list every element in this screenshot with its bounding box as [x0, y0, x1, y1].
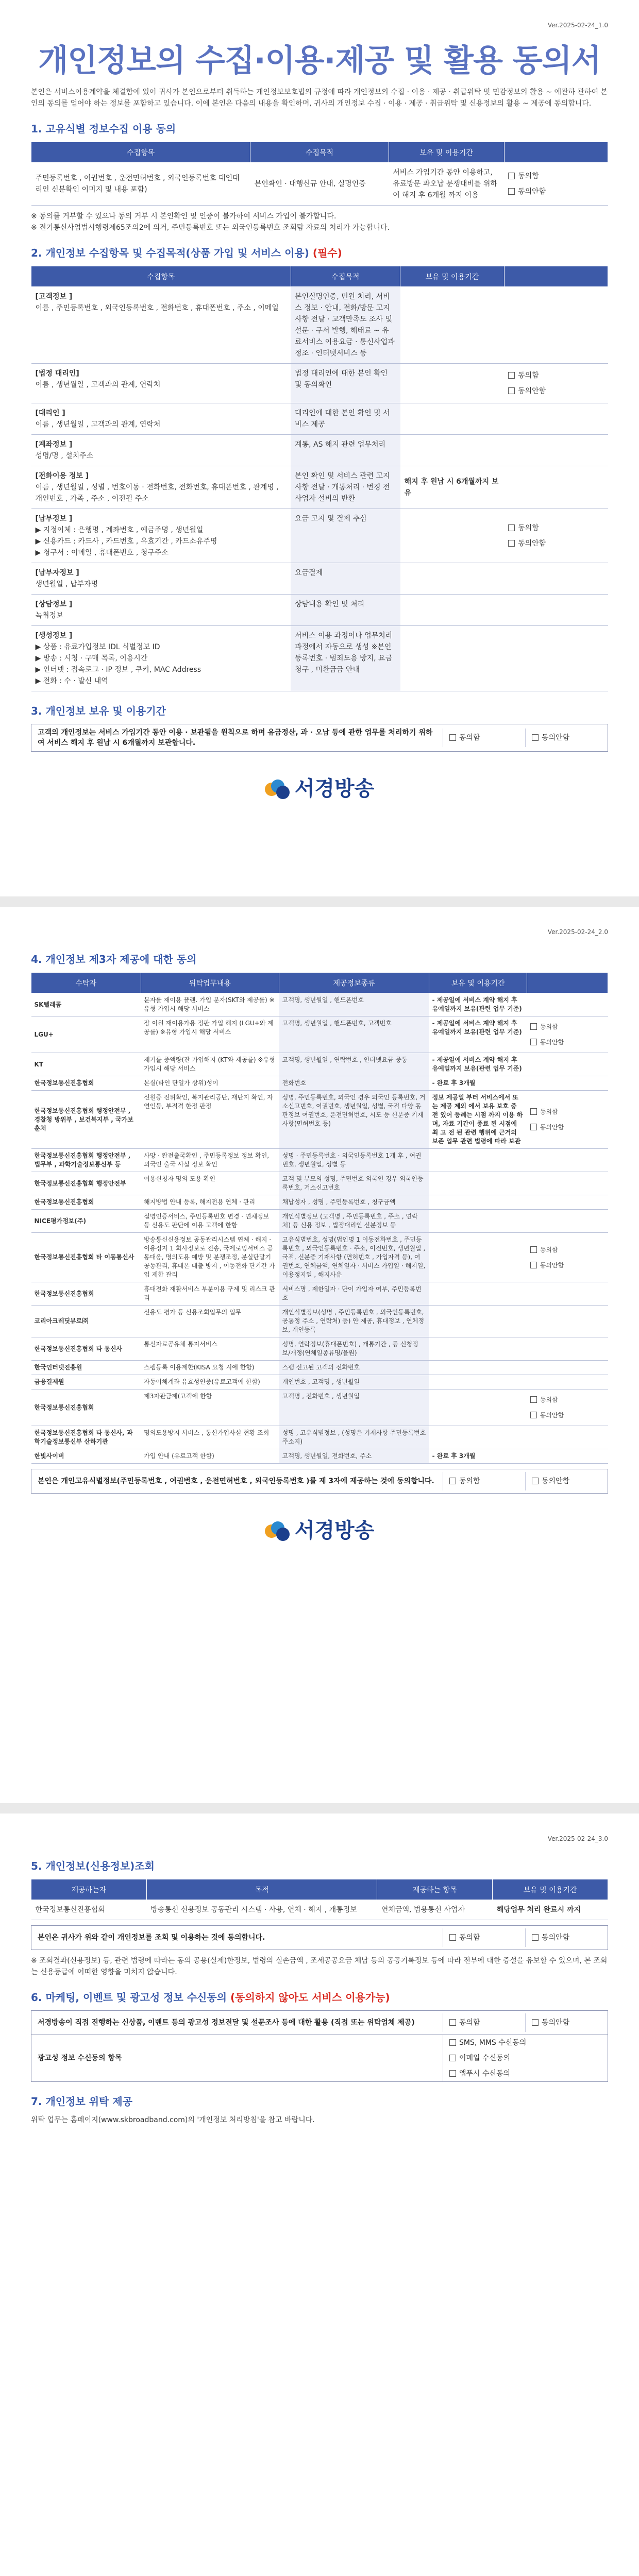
- push-consent-checkbox[interactable]: 앱푸시 수신동의: [449, 2066, 608, 2081]
- table-row: [법정 대리인] 이름 , 생년월일 , 고객과의 관계, 연락처 법정 대리인에 대한 본인 확인 및 동의확인 동의함 동의안함: [31, 364, 608, 403]
- col-header: 보유 및 이용기간: [389, 142, 504, 163]
- required-badge: (필수): [312, 247, 342, 259]
- s2-disagree-checkbox[interactable]: 동의안함: [508, 383, 603, 399]
- page-3: [0, 1814, 639, 2576]
- checkbox-icon: [530, 1396, 537, 1403]
- table-row: [납부자정보 ] 생년월일 , 납부자명 요금결제: [31, 563, 608, 595]
- checkbox-icon: [532, 1478, 539, 1484]
- section-1-title: 1. 고유식별 정보수집 이용 동의: [31, 123, 176, 135]
- s3-agree-checkbox[interactable]: 동의함: [443, 728, 525, 747]
- s6-q2-text: 광고성 정보 수신동의 항목: [38, 2054, 122, 2062]
- s4-disagree-checkbox[interactable]: 동의안함: [530, 1120, 605, 1135]
- section-1-notes: [31, 211, 608, 233]
- s4-agree-checkbox[interactable]: 동의함: [530, 1104, 605, 1120]
- checkbox-icon: [449, 2039, 456, 2046]
- table-row: LGU+ 장 이원 재이용가용 정판 가입 해지 (LGU+와 제공를) ※유형 가입시 해당 서비스 고객명, 생년월일 , 핸드폰번호, 고객번호 - 제공일에 서비스 계약 해지 후 유예일까지 보유(관련 업무 기준) 동의함 동의안함: [31, 1016, 608, 1053]
- col-header: 보유 및 이용기간: [400, 266, 504, 287]
- table-row: [상담정보 ] 녹취정보 상담내용 확인 및 처리: [31, 595, 608, 626]
- table-row: NICE평가정보(주) 실명인증서비스, 주민등록번호 변경 · 연체정보 등 신용도 판단에 이용 고객에 한함 개인식별정보 (고객명 , 주민등록번호 , 주소 , 연락처) 등 신용 정보 , 법정대리인 신분정보 등: [31, 1210, 608, 1233]
- table-row: 한국정보통신진흥협회 행정안전부 , 법무부 , 과학기술정보통신부 등 사망 · 완전출국확인 , 주민등록정보 정보 확인, 외국인 출국 사실 정보 확인 성명 · 주민등록번호 · 외국인등록번호 1개 후 , 여권번호, 생년월일, 성별 등: [31, 1149, 608, 1172]
- section-2-table: [31, 266, 608, 691]
- section-2-title: 2. 개인정보 수집항목 및 수집목적(상품 가입 및 서비스 이용) (필수): [31, 247, 342, 259]
- section-7-text: 위탁 업무는 홈페이지(www.skbroadband.com)의 '개인정보 처리방침'을 참고 바랍니다.: [31, 2116, 315, 2124]
- s5-agree-checkbox[interactable]: 동의함: [443, 1928, 525, 1947]
- company-logo: 서경방송: [31, 1514, 608, 1544]
- checkbox-icon: [530, 1124, 537, 1130]
- s4-disagree-checkbox[interactable]: 동의안함: [525, 1472, 608, 1490]
- s6-q1-agree-checkbox[interactable]: 동의함: [443, 2013, 525, 2032]
- optional-badge: (동의하지 않아도 서비스 이용가능): [230, 1991, 390, 2004]
- table-row: 한국정보통신진흥협회 제3자관금제(고객에 한함 고객명 , 전화번호 , 생년월일 동의함 동의안함: [31, 1389, 608, 1426]
- section-4-title: 4. 개인정보 제3자 제공에 대한 동의: [31, 953, 197, 965]
- s4-agree-checkbox[interactable]: 동의함: [530, 1392, 605, 1408]
- version-label: Ver.2025-02-24_3.0: [547, 1835, 608, 1842]
- section-3-title: 3. 개인정보 보유 및 이용기간: [31, 705, 166, 717]
- s2b-agree-checkbox[interactable]: 동의함: [508, 520, 603, 536]
- sms-consent-checkbox[interactable]: SMS, MMS 수신동의: [449, 2035, 608, 2050]
- s1-purpose: 본인확인 · 대행신규 안내, 실명인증: [250, 163, 389, 206]
- logo-mark-icon: [265, 779, 291, 800]
- section-5-consent: [31, 1925, 608, 1950]
- s3-disagree-checkbox[interactable]: 동의안함: [525, 728, 608, 747]
- checkbox-icon: [449, 734, 456, 741]
- version-label: Ver.2025-02-24_1.0: [547, 22, 608, 29]
- s3-text: 고객의 개인정보는 서비스 가입기간 동안 이용 · 보관됨을 원칙으로 하며 유금정산, 과 · 오납 등에 관한 업무를 처리하기 위하여 서비스 해지 후 원납 시 6개월까지 보관합니다.: [38, 728, 433, 747]
- checkbox-icon: [532, 2019, 539, 2026]
- s1-agree-checkbox[interactable]: 동의함: [508, 168, 603, 184]
- checkbox-icon: [530, 1262, 537, 1268]
- table-row: [생성정보 ] ▶ 상품 : 유료가입정보 IDL 식별정보 ID ▶ 방송 : 시청 · 구매 목록, 이용시간 ▶ 인터넷 : 접속로그 · IP 정보 , 쿠키, MAC Address ▶ 전화 : 수 · 발신 내역 서비스 이용 과정이나 업무처리 과정에서 자동으로 생성 ※본인등록번호 · 범죄도용 방지, 요금청구 , 미환급금 안내: [31, 626, 608, 691]
- table-row: 한국정보통신진흥협회 행정안전부 , 경찰청 방위부 , 보건복지부 , 국가보훈처 신원증 진위확인, 복지관리공단, 재단지 확인, 자연인등, 부적격 한정 판정 성명, 주민등록번호, 외국인 경우 외국인 등록번호, 거소신고번호, 여권번호, 생년월일, 성별, 국적 다양 동판정보 여권번호, 운전면허번호, 시도 등 신분증 기재사항(면허번호 등) 정보 제공일 부터 서비스에서 또는 제공 제외 에서 보유 보호 중 전 있어 등례는 시점 까지 이용 하며, 자료 기간이 종료 된 시점에 최 고 전 된 관련 행위에 근거의 보존 업무 관련 법령에 따라 보관 동의함 동의안함: [31, 1091, 608, 1149]
- col-header: [504, 142, 608, 163]
- checkbox-icon: [530, 1412, 537, 1418]
- table-row: 한국정보통신진흥협회 휴대전화 재활서비스 부분이용 구제 및 리스크 관리 서비스명 , 제한일자 · 단이 가입자 여부, 주민등록번호: [31, 1282, 608, 1306]
- table-row: 한국정보통신진흥협회 타 이동통신사 방송통신신용정보 공동관리시스템 연체 · 해지 · 이용정지 1 회사정보로 전송, 국제로밍서비스 공동대응, 명의도용 예방 및 분쟁조정, 분실단말기 공동관리, 휴대폰 대출 방지 , 이동전화 단기간 가입 제한 관리 고유식별번호, 성명(법인명 1 이동전화번호 , 주민등록번호 , 외국인등록번호 · 주소, 이전번호, 생년월일 , 국적, 신분증 기재사항 (면허번호 , 가입자격 등), 여권번호, 연체금액, 연체일자 · 서비스 가입일 · 해지일, 이용정지일 , 해지사유 동의함 동의안함: [31, 1233, 608, 1282]
- table-row: [납부정보 ] ▶ 지정이체 : 은행명 , 계좌번호 , 예금주명 , 생년월일 ▶ 신용카드 : 카드사 , 카드번호 , 유효기간 , 카드소유주명 ▶ 청구서 : 이메일 , 휴대폰번호 , 청구주소 요금 고지 및 결제 추심 동의함 동의안함: [31, 509, 608, 563]
- table-row: [계좌정보 ] 성명/명 , 설치주소 계통, AS 해지 관련 업무처리: [31, 435, 608, 466]
- s5-purpose: 방송통신 신용정보 공동관리 시스템 · 사용, 연체 · 해지 , 개통정보: [146, 1900, 377, 1920]
- section-3-consent: [31, 724, 608, 752]
- col-header: [504, 266, 608, 287]
- s1-item: 주민등록번호 , 여권번호 , 운전면허번호 , 외국인등록번호 대인대리인 신분확인 이미지 및 내용 포함): [31, 163, 250, 206]
- checkbox-icon: [508, 173, 515, 179]
- company-logo: 서경방송: [31, 772, 608, 802]
- table-row: 한국정보통신진흥협회 타 통신사, 과학기술정보통신부 산하기관 명의도용방지 서비스 , 통신가입사실 현황 조회 성명 , 고유식별정보 , (성명은 기재사항 주민등록번호 주소지): [31, 1426, 608, 1449]
- table-row: [대리인 ] 이름 , 생년월일 , 고객과의 관계, 연락처 대리인에 대한 본인 확인 및 서비스 제공: [31, 403, 608, 435]
- s1-period: 서비스 가입기간 동안 이용하고, 유료방문 과오납 분쟁대비를 위하여 해지 후 6개월 까지 이용: [389, 163, 504, 206]
- checkbox-icon: [449, 1478, 456, 1484]
- checkbox-icon: [508, 188, 515, 195]
- s2b-disagree-checkbox[interactable]: 동의안함: [508, 536, 603, 551]
- page-2: [0, 907, 639, 1803]
- s4-disagree-checkbox[interactable]: 동의안함: [530, 1408, 605, 1423]
- table-row: 코리아크레딧뷰로㈜ 신용도 평가 등 신용조회업무의 업무 개인식별정보(성명 , 주민등록번호 , 외국인등록번호, 공통정 주소 , 연락처) 등) 안 제공, 휴대정보 , 연체정보, 개인등록: [31, 1306, 608, 1337]
- col-header: 수집항목: [31, 142, 250, 163]
- col-header: 제공하는자: [31, 1879, 147, 1900]
- col-header: 수집목적: [291, 266, 400, 287]
- s1-disagree-checkbox[interactable]: 동의안함: [508, 184, 603, 199]
- table-row: [전화이용 정보 ] 이름 , 생년월일 , 성별 , 번호이동 · 전화번호, 전화번호, 휴대폰번호 , 관계명 , 개인번호 , 가족 , 주소 , 이전될 주소 본인 확인 및 서비스 관련 고지사항 전달 · 개통처리 · 번경 전 사업자 설비의 반환 해지 후 원납 시 6개월까지 보유: [31, 466, 608, 509]
- s4-agree-checkbox[interactable]: 동의함: [443, 1472, 525, 1490]
- section-5-table: [31, 1879, 608, 1920]
- page-1: [0, 0, 639, 896]
- logo-mark-icon: [265, 1521, 291, 1542]
- section-6-consent-2: [31, 2035, 608, 2082]
- table-row: 한국인터넷진흥원 스팸등록 이용제한(KISA 요청 시에 한함) 스팸 신고된 고객의 전화번호: [31, 1361, 608, 1375]
- table-row: 한국정보통신진흥협회 본실(타인 단일가 상위)성이 전화번호 - 완료 후 3개월: [31, 1076, 608, 1091]
- s5-who: 한국정보통신진흥협회: [31, 1900, 147, 1920]
- email-consent-checkbox[interactable]: 이메일 수신동의: [449, 2050, 608, 2066]
- checkbox-icon: [530, 1023, 537, 1030]
- checkbox-icon: [532, 1934, 539, 1941]
- section-7-title: 7. 개인정보 위탁 제공: [31, 2095, 132, 2108]
- section-4-consent: [31, 1469, 608, 1494]
- s5-items: 연체금액, 범용통신 사업자: [377, 1900, 493, 1920]
- s2-agree-checkbox[interactable]: 동의함: [508, 368, 603, 383]
- intro-text: 본인은 서비스이용계약을 체결함에 있어 귀사가 본인으로부터 취득하는 개인정보보호법의 규정에 따라 개인정보의 수집 · 이용 · 제공 · 취급위탁 및 민감정보의 활용 ~ 에관하 관하여 본인의 동의를 얻어야 하는 정보를 포함하고 있습니다. 이에 본인은 다음의 내용을 확인하며, 귀사의 개인정보 수집 · 이용 · 제공 · 취급위탁 및 신용정보의 활용 ~ 제공에 동의합니다.: [31, 88, 608, 108]
- table-row: [31, 163, 608, 206]
- checkbox-icon: [508, 540, 515, 547]
- s6-q1-disagree-checkbox[interactable]: 동의안함: [525, 2013, 608, 2032]
- version-label: Ver.2025-02-24_2.0: [547, 928, 608, 936]
- section-6-title: 6. 마케팅, 이벤트 및 광고성 정보 수신동의 (동의하지 않아도 서비스 이용가능): [31, 1991, 390, 2004]
- checkbox-icon: [530, 1246, 537, 1253]
- table-row: 금융결제원 자동이체계좌 유효성인증(유료고객에 한함) 개인번호 , 고객명 , 생년월일: [31, 1375, 608, 1389]
- checkbox-icon: [449, 1934, 456, 1941]
- checkbox-icon: [449, 2019, 456, 2026]
- section-5-note: ※ 조회결과(신용정보) 등, 관련 법령에 따라는 동의 공용(실제)한정보, 법령의 실손금액 , 조세공공요금 체납 등의 공공기록정보 등에 따라 전부에 대한 증설을 유보할 수 있으며, 본 조회는 신용등급에 어떠한 영향을 미치지 않습니다.: [31, 1957, 608, 1976]
- col-header: 보유 및 이용기간: [493, 1879, 608, 1900]
- checkbox-icon: [530, 1108, 537, 1115]
- table-row: SK텔레콤 문자를 재이용 플랜. 가입 문자(SKT와 제공를) ※유형 가입시 해당 서비스 고객명, 생년월일 , 핸드폰번호 - 제공일에 서비스 계약 해지 후 유예일까지 보유(관련 업무 기준): [31, 993, 608, 1016]
- s5-period: 해당업무 처리 완료시 까지: [493, 1900, 608, 1920]
- note: ※ 동의를 거부할 수 있으나 동의 거부 시 본인확인 및 인증이 불가하여 서비스 가입이 불가합니다.: [31, 212, 337, 221]
- s4-agree-checkbox[interactable]: 동의함: [530, 1242, 605, 1258]
- checkbox-icon: [449, 2055, 456, 2061]
- col-header: 목적: [146, 1879, 377, 1900]
- col-header: 수탁자: [31, 973, 141, 993]
- col-header: 제공하는 항목: [377, 1879, 493, 1900]
- col-header: 수집목적: [250, 142, 389, 163]
- s5-disagree-checkbox[interactable]: 동의안함: [525, 1928, 608, 1947]
- col-header: 수집항목: [31, 266, 291, 287]
- s6-q1-text: 서경방송이 직접 진행하는 신상품, 이벤트 등의 광고성 정보전달 및 설문조사 등에 대한 활용 (직접 또는 위탁업체 제공): [38, 2019, 415, 2027]
- table-row: 한빛사이버 가입 안내 (유료고객 한함) 고객명, 생년월일, 전화번호, 주소 - 완료 후 3개월: [31, 1449, 608, 1464]
- checkbox-icon: [449, 2070, 456, 2077]
- checkbox-icon: [508, 524, 515, 531]
- section-1-table: [31, 142, 608, 206]
- s4-disagree-checkbox[interactable]: 동의안함: [530, 1258, 605, 1273]
- note: ※ 전기통신사업법시행령제65조의2에 의거, 주민등록번호 또는 외국인등록번호 조회탐 자료의 처리가 가능합니다.: [31, 224, 390, 232]
- col-header: 보유 및 이용기간: [429, 973, 527, 993]
- col-header: 위탁업무내용: [141, 973, 279, 993]
- col-header: [527, 973, 608, 993]
- table-row: 한국정보통신진흥협회 타 통신사 통신자료공유체 통지서비스 성명, 연락정보(휴대폰번호) , 개통기간 , 등 신청정보/개정(연체일종류명/을원): [31, 1337, 608, 1361]
- col-header: 제공정보종류: [279, 973, 429, 993]
- table-row: [31, 1900, 608, 1920]
- table-row: 한국정보통신진흥협회 행정안전부 이용신청자 명의 도용 확인 고객 및 부모의 성명, 주민번호 외국인 경우 외국인등록번호, 거소신고번호: [31, 1172, 608, 1195]
- checkbox-icon: [508, 387, 515, 394]
- s5-consent-text: 본인은 귀사가 위와 같이 개인정보를 조회 및 이용하는 것에 동의합니다.: [38, 1934, 265, 1942]
- table-row: KT 제기를 증액량(잔 가입해지 (KT와 제공를) ※유형 가입시 해당 서비스 고객명, 생년월일 , 연락번호 , 인터넷요금 중통 - 제공일에 서비스 계약 해지 후 유예일까지 보유(관련 업무 기준): [31, 1053, 608, 1076]
- checkbox-icon: [532, 734, 539, 741]
- page-title: 개인정보의 수집·이용·제공 및 활용 동의서: [38, 43, 601, 79]
- checkbox-icon: [530, 1039, 537, 1045]
- table-row: [고객정보 ] 이름 , 주민등록번호 , 외국인등록번호 , 전화번호 , 휴대폰번호 , 주소 , 이메일 본인실명인증, 민원 처리, 서비스 정보 · 안내, 전화/방문 고지사항 전달 · 고객만족도 조사 및 설문 · 구서 발행, 해태료 ~ 유 료서비스 이용요금 · 통신사업과 정조 · 인터넷서비스 등: [31, 287, 608, 364]
- s4-agree-checkbox[interactable]: 동의함: [530, 1019, 605, 1035]
- s4-consent-text: 본인은 개인고유식별정보(주민등록번호 , 여권번호 , 운전면허번호 , 외국인등록번호 )를 제 3자에 제공하는 것에 동의합니다.: [38, 1477, 434, 1485]
- section-4-table: [31, 972, 608, 1464]
- section-6-consent-1: [31, 2010, 608, 2035]
- s4-disagree-checkbox[interactable]: 동의안함: [530, 1035, 605, 1050]
- section-5-title: 5. 개인정보(신용정보)조회: [31, 1860, 155, 1872]
- table-row: 한국정보통신진흥협회 해지방법 안내 등록, 해지전용 연체 · 관리 채납성자 , 성명 , 주민등록번호 , 청구금액: [31, 1195, 608, 1210]
- checkbox-icon: [508, 372, 515, 379]
